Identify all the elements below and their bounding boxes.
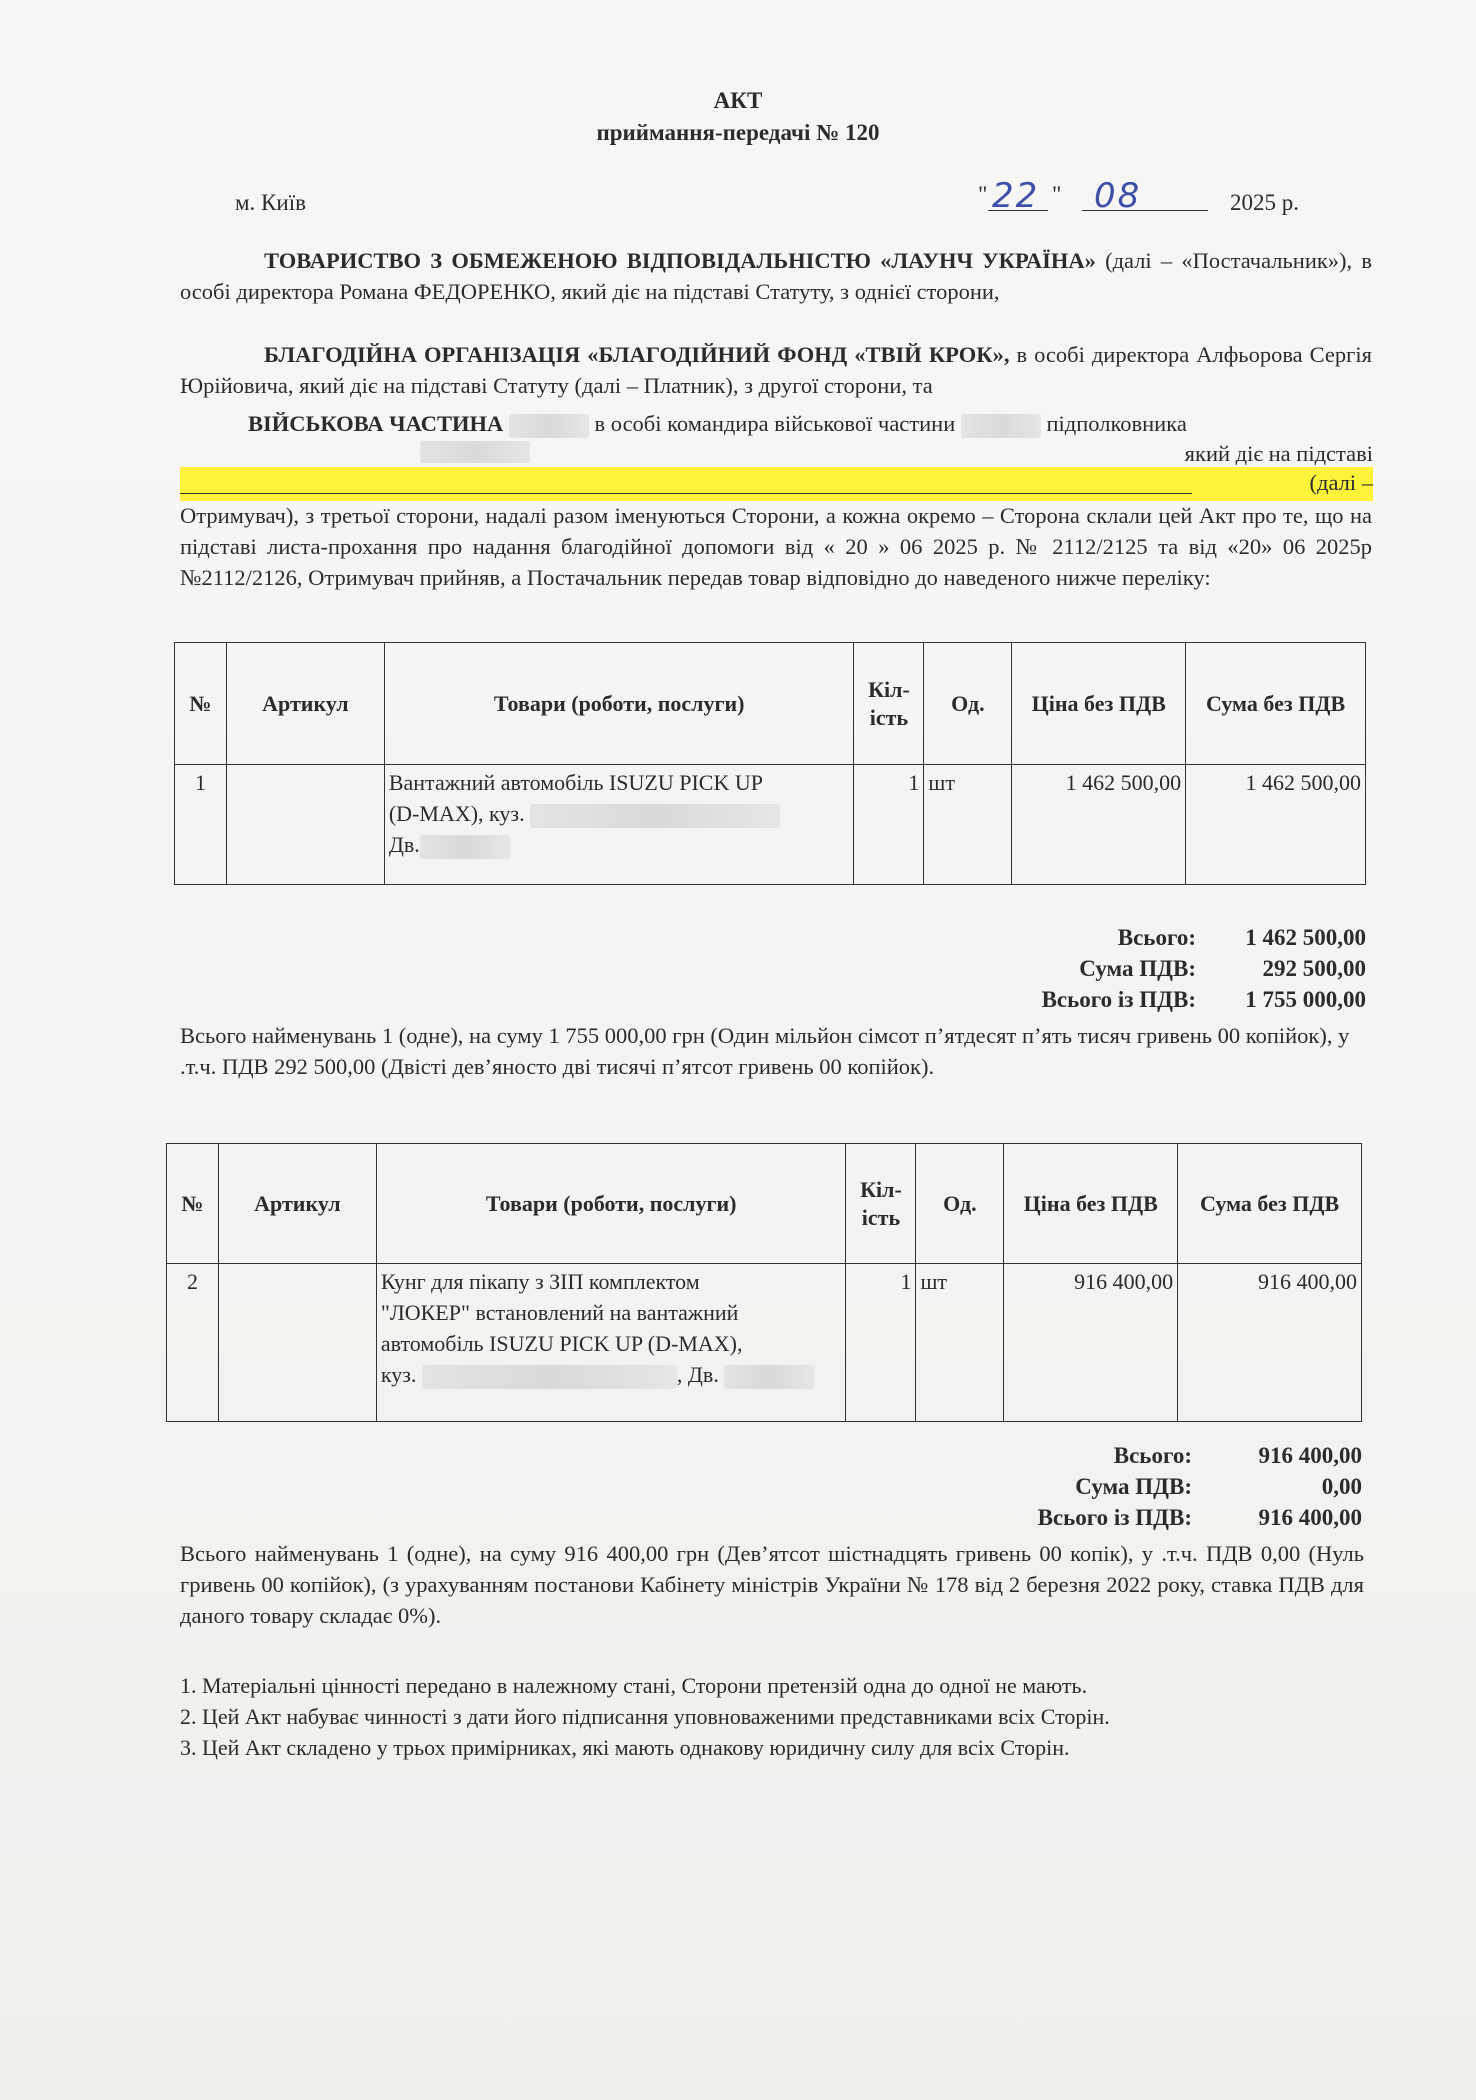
total-label: Всього: (1117, 925, 1196, 950)
row-article (226, 765, 384, 885)
totals-2 (876, 1443, 1362, 1536)
recipient-line-1 (248, 411, 1372, 438)
payer-name: БЛАГОДІЙНА ОРГАНІЗАЦІЯ «БЛАГОДІЙНИЙ ФОНД «ТВІЙ КРОК», (264, 342, 1010, 367)
goods-line-4a: куз. (380, 1362, 417, 1387)
col-article: Артикул (218, 1144, 376, 1264)
row-article (218, 1264, 376, 1422)
supplier-name: ТОВАРИСТВО З ОБМЕЖЕНОЮ ВІДПОВІДАЛЬНІСТЮ «ЛАУНЧ УКРАЇНА» (264, 248, 1096, 273)
col-article: Артикул (226, 643, 384, 765)
row-sum: 916 400,00 (1178, 1264, 1362, 1422)
date-month: 08 (1094, 176, 1142, 216)
redacted-engine (420, 835, 510, 859)
payer-text: в особі директора Алфьорова Сергія Юрійовича, який діє на підставі Статуту (далі – Платник), з другої сторони, та (180, 342, 1372, 398)
goods-line-3: автомобіль ISUZU PICK UP (D-MAX), (380, 1331, 743, 1356)
recipient-line-2: який діє на підставі (1184, 441, 1373, 466)
grand-value: 916 400,00 (1258, 1505, 1362, 1530)
date-block (978, 176, 1318, 216)
col-price: Ціна без ПДВ (1012, 643, 1186, 765)
row-goods (384, 765, 854, 885)
redacted-vin (530, 804, 780, 828)
col-price: Ціна без ПДВ (1004, 1144, 1178, 1264)
goods-line-1: Кунг для пікапу з ЗІП комплектом (380, 1269, 700, 1294)
row-no: 1 (175, 765, 227, 885)
grand-value: 1 755 000,00 (1245, 987, 1366, 1012)
note-item: 2. Цей Акт набуває чинності з дати його підписання уповноваженими представниками всіх Сторін. (180, 1704, 1110, 1729)
redacted-commander-name (420, 441, 530, 465)
recipient-paragraph: Отримувач), з третьої сторони, надалі разом іменуються Сторони, а кожна окремо – Сторона склали цей Акт про те, що на підставі листа-прохання про надання благодійної допомоги від « 20 » 06 2025 р. № 2112/2125 та від «20» 06 2025р №2112/2126, Отримувач прийняв, а Постачальник передав товар відповідно до наведеного нижче переліку: (180, 503, 1372, 590)
table-header-row (175, 643, 1366, 765)
goods-table-1 (174, 642, 1366, 885)
vat-label: Сума ПДВ: (1075, 1474, 1192, 1499)
redacted-vin (422, 1365, 677, 1389)
col-qty-a: Кіл- (868, 676, 910, 702)
goods-line-2: (D-MAX), куз. (388, 801, 525, 826)
document-title: АКТ (713, 88, 763, 113)
redacted-unit-number-2 (961, 414, 1041, 438)
note-item: 3. Цей Акт складено у трьох примірниках, які мають однакову юридичну силу для всіх Сторін. (180, 1735, 1070, 1760)
row-qty: 1 (846, 1264, 916, 1422)
quote-open: " (978, 182, 988, 207)
table-row (175, 765, 1366, 885)
table-row (167, 1264, 1362, 1422)
totals-1 (880, 925, 1366, 1018)
table-header-row (167, 1144, 1362, 1264)
supplier-text: (далі – «Постачальник»), в особі директора Романа ФЕДОРЕНКО, який діє на підставі Статуту, з однієї сторони, (180, 248, 1372, 304)
col-qty-a: Кіл- (860, 1176, 902, 1202)
redacted-unit-number (509, 414, 589, 438)
document-subtitle: приймання-передачі № 120 (596, 120, 880, 145)
col-unit: Од. (916, 1144, 1004, 1264)
col-no: № (175, 643, 227, 765)
grand-label: Всього із ПДВ: (1037, 1505, 1192, 1530)
vat-label: Сума ПДВ: (1079, 956, 1196, 981)
date-day-line (988, 210, 1048, 211)
goods-line-1: Вантажний автомобіль ISUZU PICK UP (388, 770, 763, 795)
col-qty (854, 643, 924, 765)
total-value: 916 400,00 (1258, 1443, 1362, 1468)
quote-close: " (1052, 182, 1062, 207)
vat-value: 292 500,00 (1262, 956, 1366, 981)
redacted-engine (724, 1365, 814, 1389)
col-qty-b: ість (869, 704, 909, 730)
recipient-text-1: в особі командира військової частини (594, 411, 956, 436)
col-qty (846, 1144, 916, 1264)
notes-list (180, 1670, 1390, 1763)
supplier-paragraph (180, 245, 1372, 307)
col-goods: Товари (роботи, послуги) (376, 1144, 846, 1264)
col-sum: Сума без ПДВ (1186, 643, 1366, 765)
row-sum: 1 462 500,00 (1186, 765, 1366, 885)
date-year: 2025 р. (1230, 190, 1299, 215)
summary-1: Всього найменувань 1 (одне), на суму 1 755 000,00 грн (Один мільйон сімсот п’ятдесят п’ять тисяч гривень 00 копійок), у .т.ч. ПДВ 292 500,00 (Двісті дев’яносто дві тисячі п’ятсот гривень 00 копійок). (180, 1023, 1350, 1079)
total-value: 1 462 500,00 (1245, 925, 1366, 950)
summary-2: Всього найменувань 1 (одне), на суму 916 400,00 грн (Дев’ятсот шістнадцять гривень 00 копік), у .т.ч. ПДВ 0,00 (Нуль гривень 00 копійок), (з урахуванням постанови Кабінету міністрів України № 178 від 2 березня 2022 року, ставка ПДВ для даного товару складає 0%). (180, 1541, 1364, 1628)
vat-value: 0,00 (1321, 1474, 1362, 1499)
col-unit: Од. (924, 643, 1012, 765)
goods-table-2 (166, 1143, 1362, 1422)
redacted-block (420, 441, 530, 463)
goods-line-3: Дв. (388, 832, 420, 857)
date-month-line (1082, 210, 1208, 211)
col-qty-b: ість (861, 1204, 901, 1230)
row-price: 1 462 500,00 (1012, 765, 1186, 885)
payer-paragraph (180, 339, 1372, 401)
note-item: 1. Матеріальні цінності передано в належному стані, Сторони претензій одна до одної не мають. (180, 1673, 1088, 1698)
col-goods: Товари (роботи, послуги) (384, 643, 854, 765)
recipient-name: ВІЙСЬКОВА ЧАСТИНА (248, 411, 504, 436)
col-sum: Сума без ПДВ (1178, 1144, 1362, 1264)
row-unit: шт (924, 765, 1012, 885)
grand-label: Всього із ПДВ: (1041, 987, 1196, 1012)
col-no: № (167, 1144, 219, 1264)
row-qty: 1 (854, 765, 924, 885)
city: м. Київ (235, 190, 306, 215)
row-unit: шт (916, 1264, 1004, 1422)
row-price: 916 400,00 (1004, 1264, 1178, 1422)
recipient-text-2: підполковника (1046, 411, 1187, 436)
date-day: 22 (992, 176, 1040, 216)
recipient-tail: (далі – (1309, 470, 1373, 495)
goods-line-4b: , Дв. (676, 1362, 719, 1387)
goods-line-2: "ЛОКЕР" встановлений на вантажний (380, 1300, 739, 1325)
row-no: 2 (167, 1264, 219, 1422)
row-goods (376, 1264, 846, 1422)
total-label: Всього: (1113, 1443, 1192, 1468)
